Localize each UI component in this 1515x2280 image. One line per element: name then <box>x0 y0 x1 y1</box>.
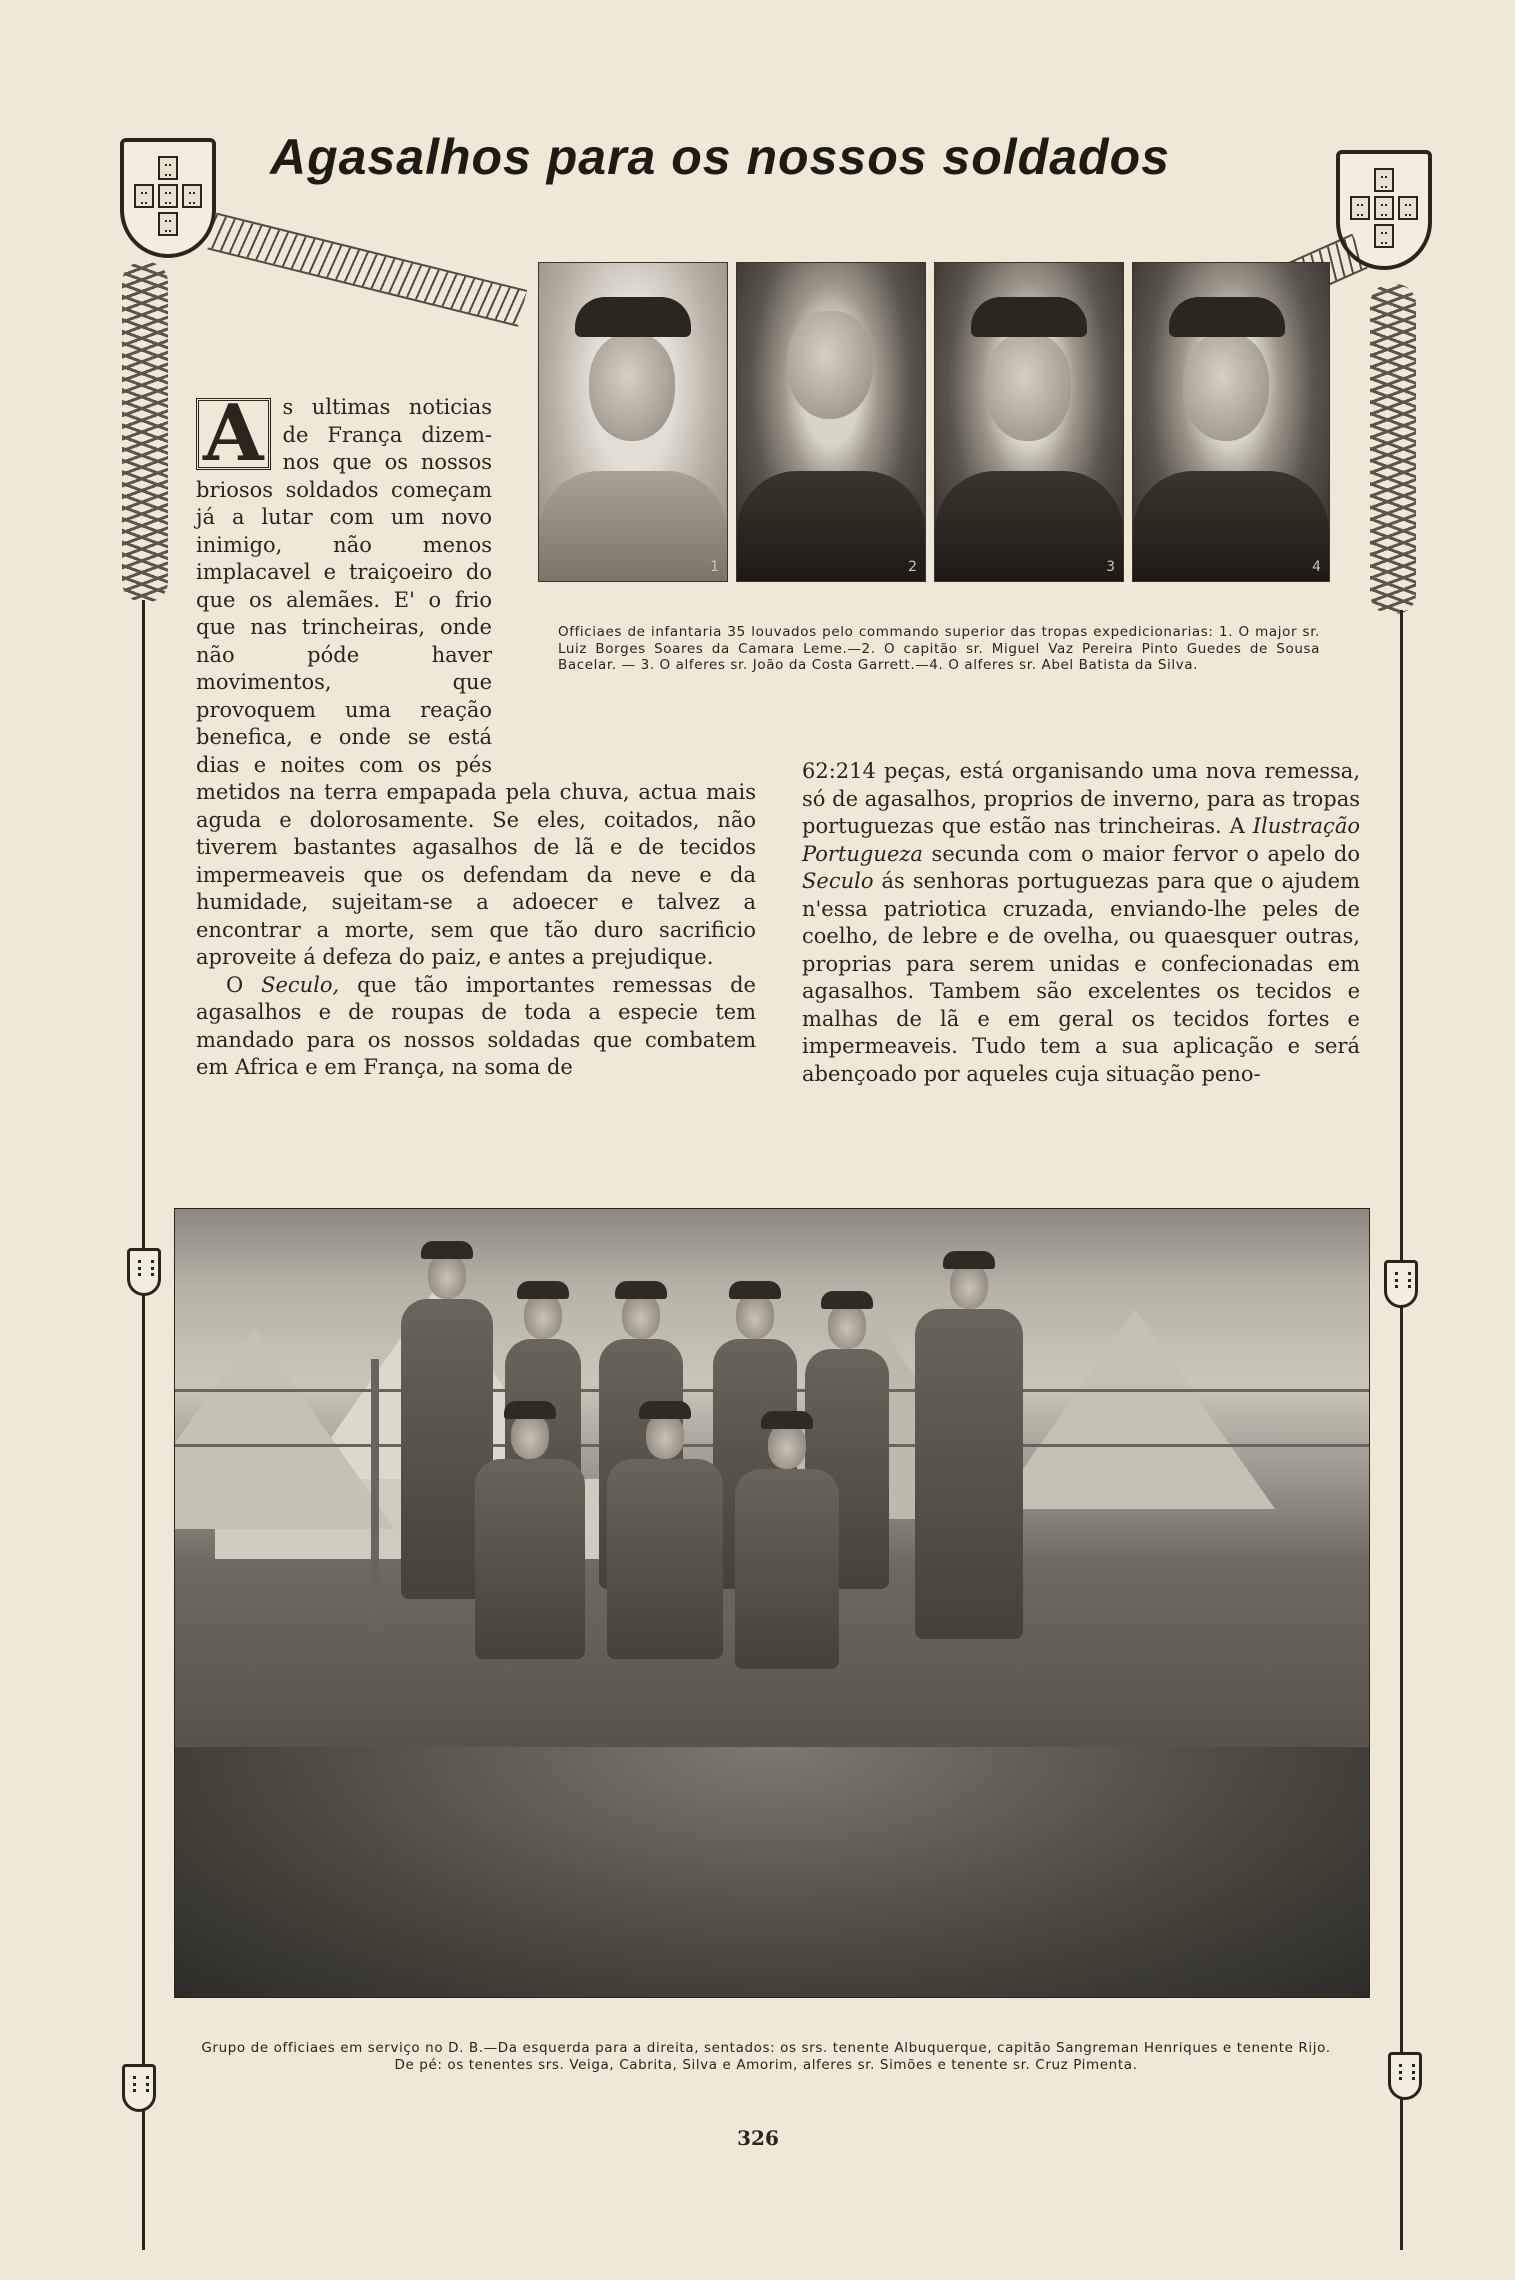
article-title: Agasalhos para os nossos soldados <box>270 129 1170 185</box>
left-bottom-shield-icon <box>122 2064 156 2112</box>
portrait-4 <box>1132 262 1330 582</box>
portrait-number: 4 <box>1312 559 1321 575</box>
portrait-2 <box>736 262 926 582</box>
coat-of-arms-left-icon <box>120 138 216 258</box>
left-small-shield-icon <box>127 1248 161 1296</box>
page-number: 326 <box>737 2126 779 2150</box>
col2-text-a: 62:214 peças, está organisando uma nova remessa, só de agasalhos, proprios de inverno, para as tropas portuguezas que estão nas trincheiras. A <box>802 759 1360 838</box>
seated-officer <box>735 1469 839 1669</box>
paragraph-3 <box>802 758 1360 1088</box>
standing-officer <box>915 1309 1023 1639</box>
right-border-line <box>1400 610 1403 2250</box>
seated-officer <box>475 1459 585 1659</box>
right-laurel-ornament <box>1370 284 1416 614</box>
seculo-italic: Seculo, <box>261 972 340 997</box>
fence-post <box>371 1359 379 1629</box>
dropcap-letter: A <box>196 398 271 470</box>
column-1 <box>196 388 756 1082</box>
portrait-number: 3 <box>1106 559 1115 575</box>
group-photo-caption: Grupo de officiaes em serviço no D. B.—Da esquerda para a direita, sentados: os srs. tenente Albuquerque, capitão Sangreman Henriques e tenente Rijo. De pé: os tenentes srs. Veiga, Cabrita, Silva e Amorim, alferes sr. Simões e tenente sr. Cruz Pimenta. <box>201 2040 1331 2073</box>
portrait-number: 1 <box>710 559 719 575</box>
left-laurel-ornament <box>122 262 168 602</box>
portraits-caption: Officiaes de infantaria 35 louvados pelo commando superior das tropas expedicionarias: 1. O major sr. Luiz Borges Soares da Camara Leme.—2. O capitão sr. Miguel Vaz Pereira Pinto Guedes de Sousa Bacelar. — 3. O alferes sr. João da Costa Garrett.—4. O alferes sr. Abel Batista da Silva. <box>558 624 1320 673</box>
col2-text-b: secunda com o maior fervor o apelo do <box>922 841 1360 866</box>
portrait-3 <box>934 262 1124 582</box>
ilustracao-italic: Ilustração Portugueza <box>802 814 1360 866</box>
ground <box>175 1747 1369 1997</box>
paragraph-2 <box>196 972 756 1082</box>
paragraph-2-text-b: que tão importantes remessas de agasalhos e de roupas de toda a especie tem mandado para os nossos soldadas que combatem em Africa e em França, na soma de <box>196 972 756 1079</box>
column-2 <box>802 758 1360 1088</box>
left-ribbon-ornament <box>207 213 527 327</box>
seculo-italic-2: Seculo <box>802 869 874 893</box>
portrait-number: 2 <box>908 559 917 575</box>
group-photo <box>174 1208 1370 1998</box>
right-bottom-shield-icon <box>1388 2052 1422 2100</box>
paragraph-2-text-a: O <box>226 972 262 997</box>
portrait-caption-spacer <box>492 394 756 760</box>
left-border-line <box>142 600 145 2250</box>
col2-text-c: ás senhoras portuguezas para que o ajudem n'essa patriotica cruzada, enviando-lhe peles de coelho, de lebre e de ovelha, ou quaesquer outras, proprias para serem unidas e confecionadas em agasalhos. Tambem são excelentes os tecidos e malhas de lã e em geral os tecidos fortes e impermeaveis. Tudo tem a sua aplicação e será abençoado por aqueles cuja situação peno- <box>802 869 1360 1086</box>
paragraph-1-text: s ultimas noticias de França dizem-nos que os nossos briosos soldados começam já a lutar com um novo inimigo, não menos implacavel e traiçoeiro do que os alemães. E' o frio que nas trincheiras, onde não póde haver movimentos, que provoquem uma reação benefica, e onde se está dias e noites com os pés metidos na terra empapada pela chuva, actua mais aguda e dolorosamente. Se eles, coitados, não tiverem bastantes agasalhos de lã e de tecidos impermeaveis que os defendam da neve e da humidade, sujeitam-se a adoecer e talvez a encontrar a morte, sem que tão duro sacrificio aproveite á defeza do paiz, e antes a prejudique. <box>196 395 756 969</box>
right-small-shield-icon <box>1384 1260 1418 1308</box>
seated-officer <box>607 1459 723 1659</box>
